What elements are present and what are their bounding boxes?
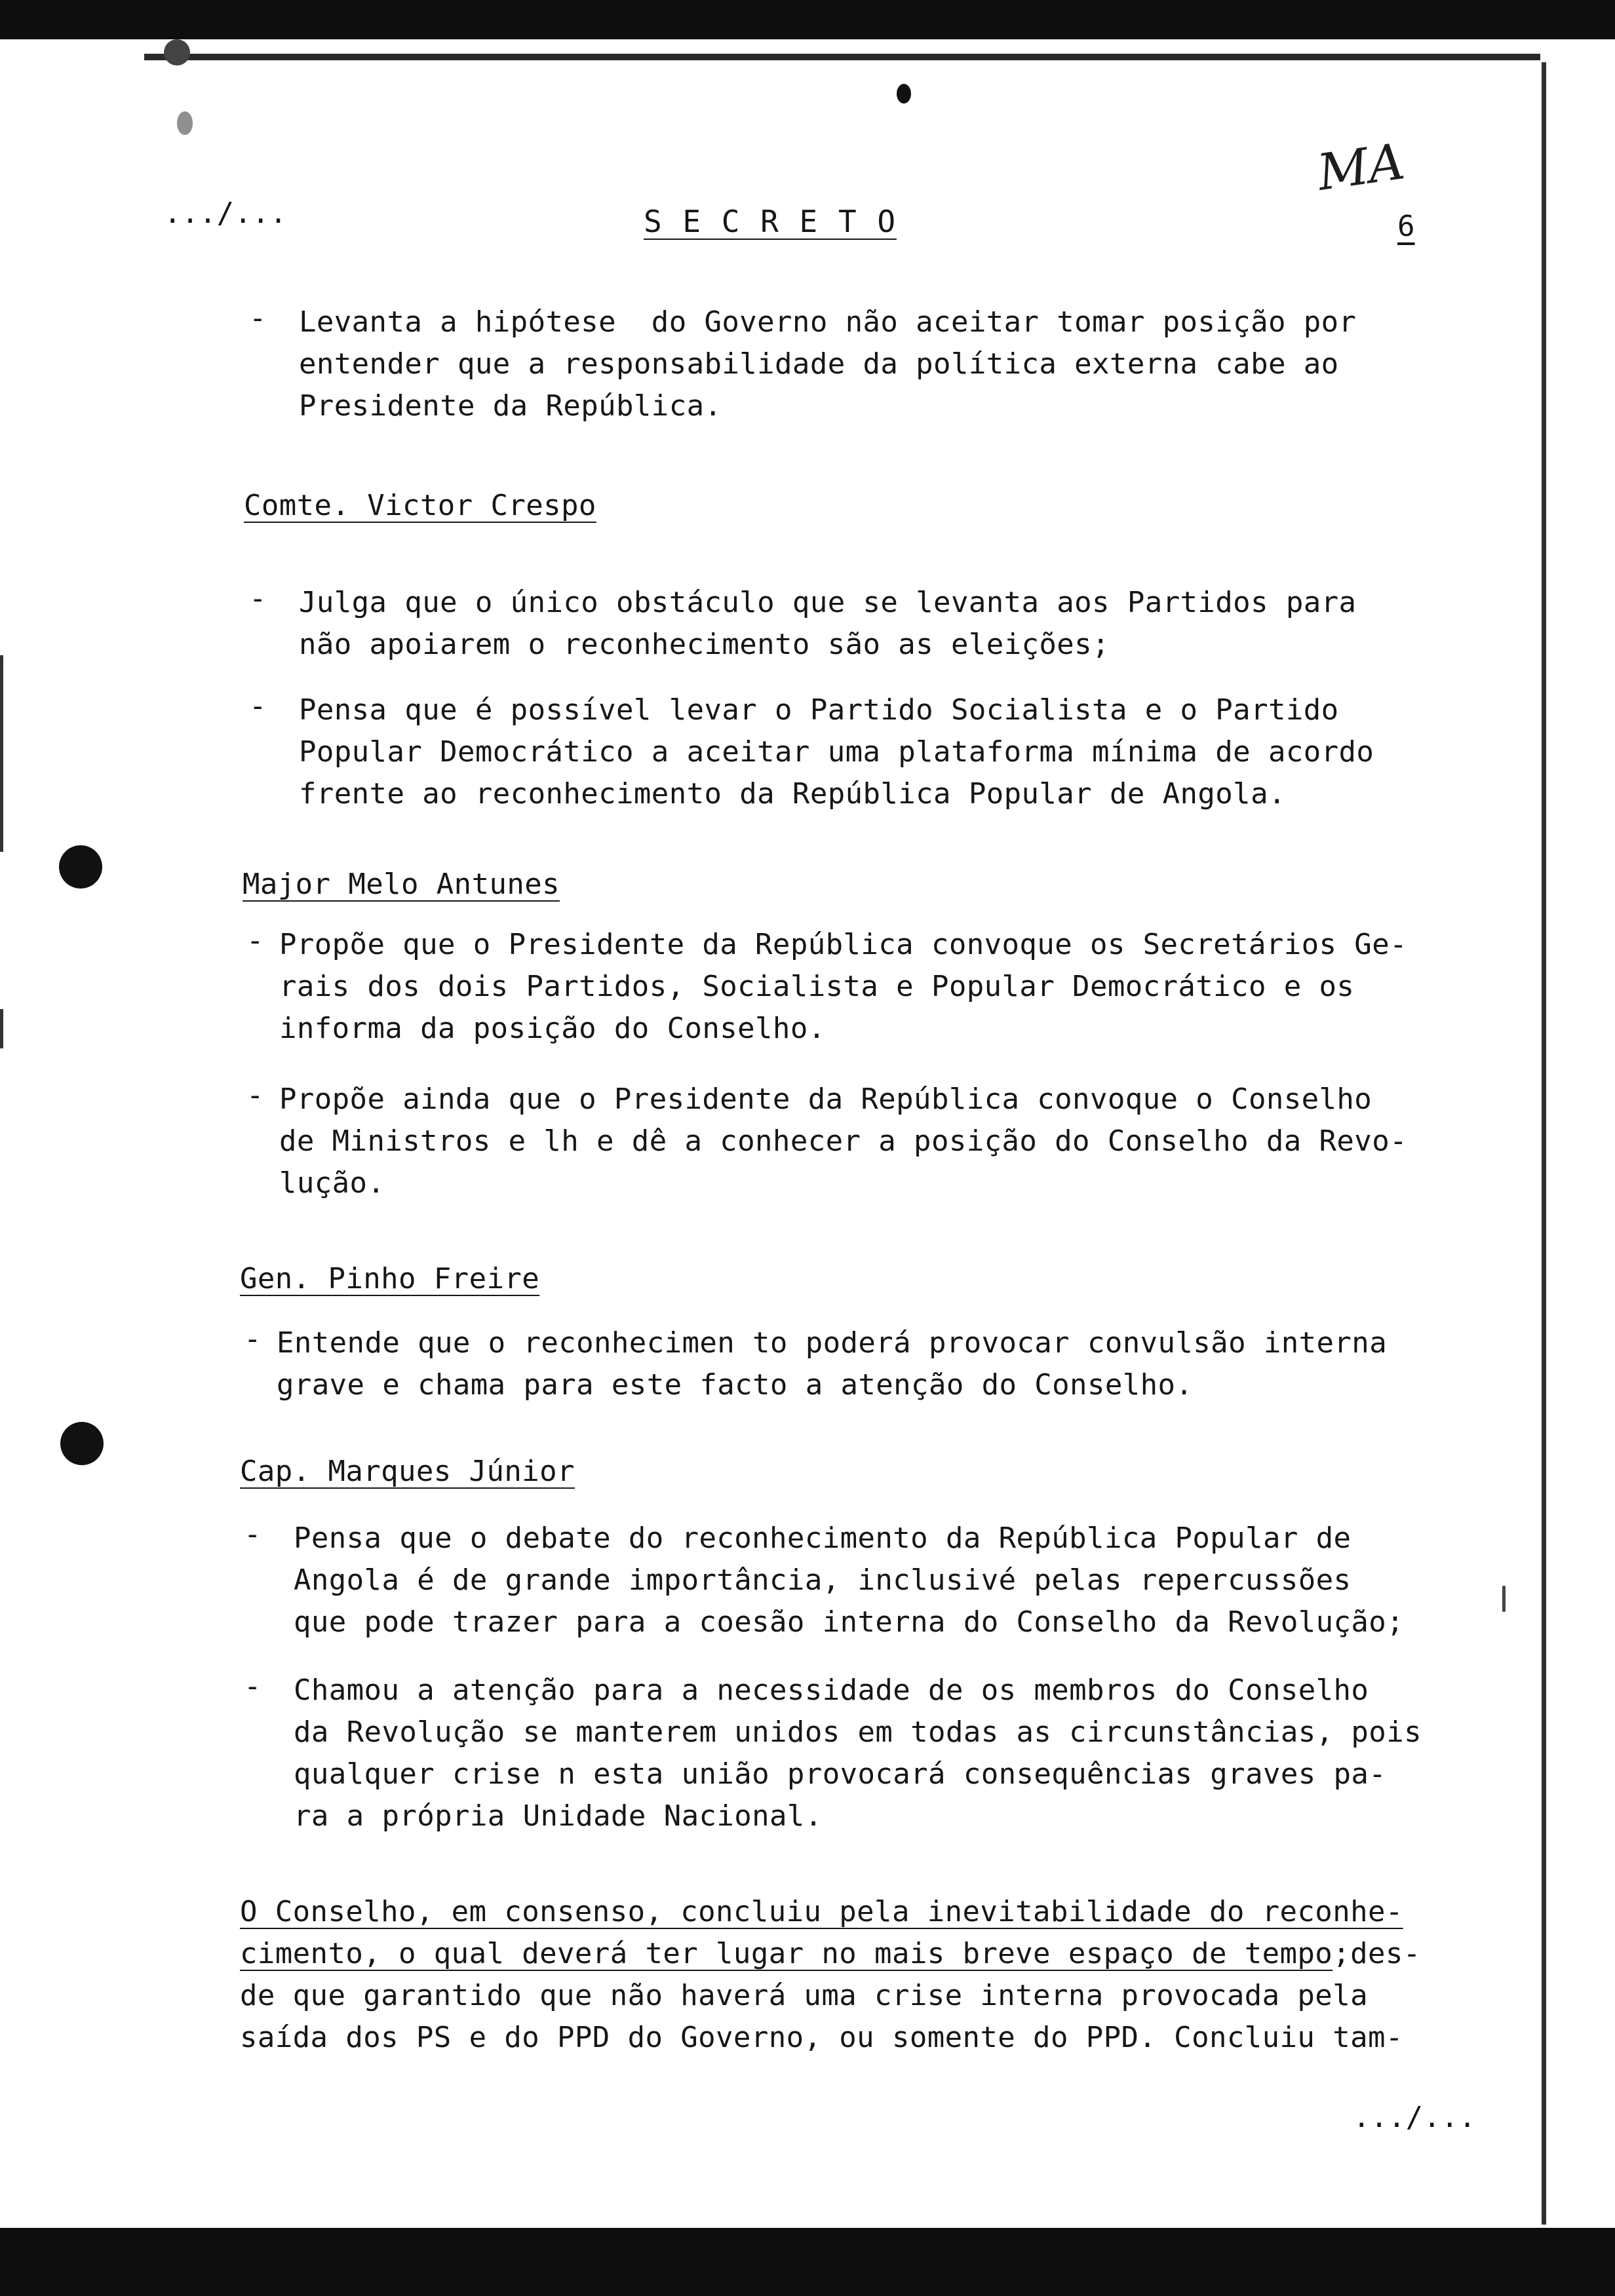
text-line: rais dos dois Partidos, Socialista e Popular Democrático e os bbox=[279, 970, 1355, 1003]
ink-blot bbox=[897, 84, 911, 104]
text-line: Popular Democrático a aceitar uma plataforma mínima de acordo bbox=[299, 735, 1374, 769]
text-line: qualquer crise n esta união provocará consequências graves pa- bbox=[294, 1757, 1387, 1791]
punch-hole bbox=[60, 1422, 104, 1465]
text-line: frente ao reconhecimento da República Popular de Angola. bbox=[299, 777, 1286, 811]
text-line-tail: ;des- bbox=[1333, 1937, 1421, 1970]
speaker-item bbox=[277, 1322, 1387, 1406]
text-line: da Revolução se manterem unidos em todas as circunstâncias, pois bbox=[294, 1715, 1422, 1749]
page-number: 6 bbox=[1397, 210, 1415, 243]
continuation-marker-top: .../... bbox=[164, 197, 288, 230]
text-line: Julga que o único obstáculo que se levanta aos Partidos para bbox=[299, 586, 1357, 619]
text-line: grave e chama para este facto a atenção do Conselho. bbox=[277, 1368, 1194, 1402]
continuation-marker-bottom: .../... bbox=[1353, 2101, 1477, 2134]
bullet-dash: - bbox=[244, 1322, 262, 1356]
text-line: Pensa que é possível levar o Partido Socialista e o Partido bbox=[299, 693, 1339, 727]
scan-left-edge-mark bbox=[0, 1009, 3, 1048]
text-line: informa da posição do Conselho. bbox=[279, 1012, 826, 1045]
speaker-heading: Gen. Pinho Freire bbox=[240, 1262, 540, 1295]
bullet-dash: - bbox=[246, 1079, 264, 1112]
handwritten-initials: MA bbox=[1313, 132, 1409, 202]
bullet-dash: - bbox=[244, 1670, 262, 1703]
speaker-item bbox=[299, 582, 1356, 666]
text-line: Pensa que o debate do reconhecimento da República Popular de bbox=[294, 1521, 1352, 1555]
text-line: Levanta a hipótese do Governo não aceitar tomar posição por bbox=[299, 305, 1357, 339]
bullet-dash: - bbox=[249, 582, 267, 615]
scan-right-edge bbox=[1542, 62, 1546, 2225]
text-line: não apoiarem o reconhecimento são as eleições; bbox=[299, 628, 1110, 661]
bullet-dash: - bbox=[249, 689, 267, 723]
text-line: que pode trazer para a coesão interna do Conselho da Revolução; bbox=[294, 1605, 1405, 1639]
scan-top-rule bbox=[144, 54, 1540, 60]
bullet-dash: - bbox=[246, 924, 264, 957]
text-line-underlined: cimento, o qual deverá ter lugar no mais breve espaço de tempo bbox=[240, 1937, 1333, 1970]
scan-speck bbox=[164, 39, 190, 66]
speaker-item bbox=[294, 1518, 1404, 1643]
scan-speck bbox=[177, 111, 193, 135]
bullet-dash: - bbox=[249, 301, 267, 335]
bullet-dash: - bbox=[244, 1518, 262, 1551]
speaker-heading: Comte. Victor Crespo bbox=[244, 489, 596, 522]
text-line: Angola é de grande importância, inclusivé pelas repercussões bbox=[294, 1563, 1352, 1597]
scan-top-border bbox=[0, 0, 1615, 39]
text-line: Entende que o reconhecimen to poderá provocar convulsão interna bbox=[277, 1326, 1388, 1360]
conclusion-paragraph bbox=[240, 1891, 1421, 2059]
scan-speck bbox=[1502, 1586, 1506, 1612]
text-line: Chamou a atenção para a necessidade de os membros do Conselho bbox=[294, 1674, 1369, 1707]
scan-left-edge-mark bbox=[0, 655, 3, 852]
text-line: Propõe que o Presidente da República convoque os Secretários Ge- bbox=[279, 928, 1407, 961]
text-line: de Ministros e lh e dê a conhecer a posição do Conselho da Revo- bbox=[279, 1124, 1407, 1158]
punch-hole bbox=[59, 845, 102, 889]
text-line bbox=[240, 1933, 1421, 1975]
text-line: saída dos PS e do PPD do Governo, ou somente do PPD. Concluiu tam- bbox=[240, 2021, 1403, 2054]
text-line: entender que a responsabilidade da política externa cabe ao bbox=[299, 347, 1339, 381]
text-line: Propõe ainda que o Presidente da República convoque o Conselho bbox=[279, 1082, 1372, 1116]
classification-heading: S E C R E T O bbox=[644, 204, 897, 239]
speaker-heading: Cap. Marques Júnior bbox=[240, 1455, 575, 1488]
text-line: O Conselho, em consenso, concluiu pela inevitabilidade do reconhe- bbox=[240, 1895, 1403, 1928]
speaker-item bbox=[279, 1079, 1407, 1204]
speaker-heading: Major Melo Antunes bbox=[243, 868, 560, 901]
text-line: de que garantido que não haverá uma crise interna provocada pela bbox=[240, 1979, 1368, 2012]
speaker-item bbox=[299, 689, 1374, 815]
text-line: Presidente da República. bbox=[299, 389, 722, 423]
intro-item bbox=[299, 301, 1356, 427]
text-line: ra a própria Unidade Nacional. bbox=[294, 1799, 823, 1833]
scan-bottom-border bbox=[0, 2228, 1615, 2296]
speaker-item bbox=[279, 924, 1407, 1050]
text-line: lução. bbox=[279, 1166, 385, 1200]
speaker-item bbox=[294, 1670, 1422, 1837]
